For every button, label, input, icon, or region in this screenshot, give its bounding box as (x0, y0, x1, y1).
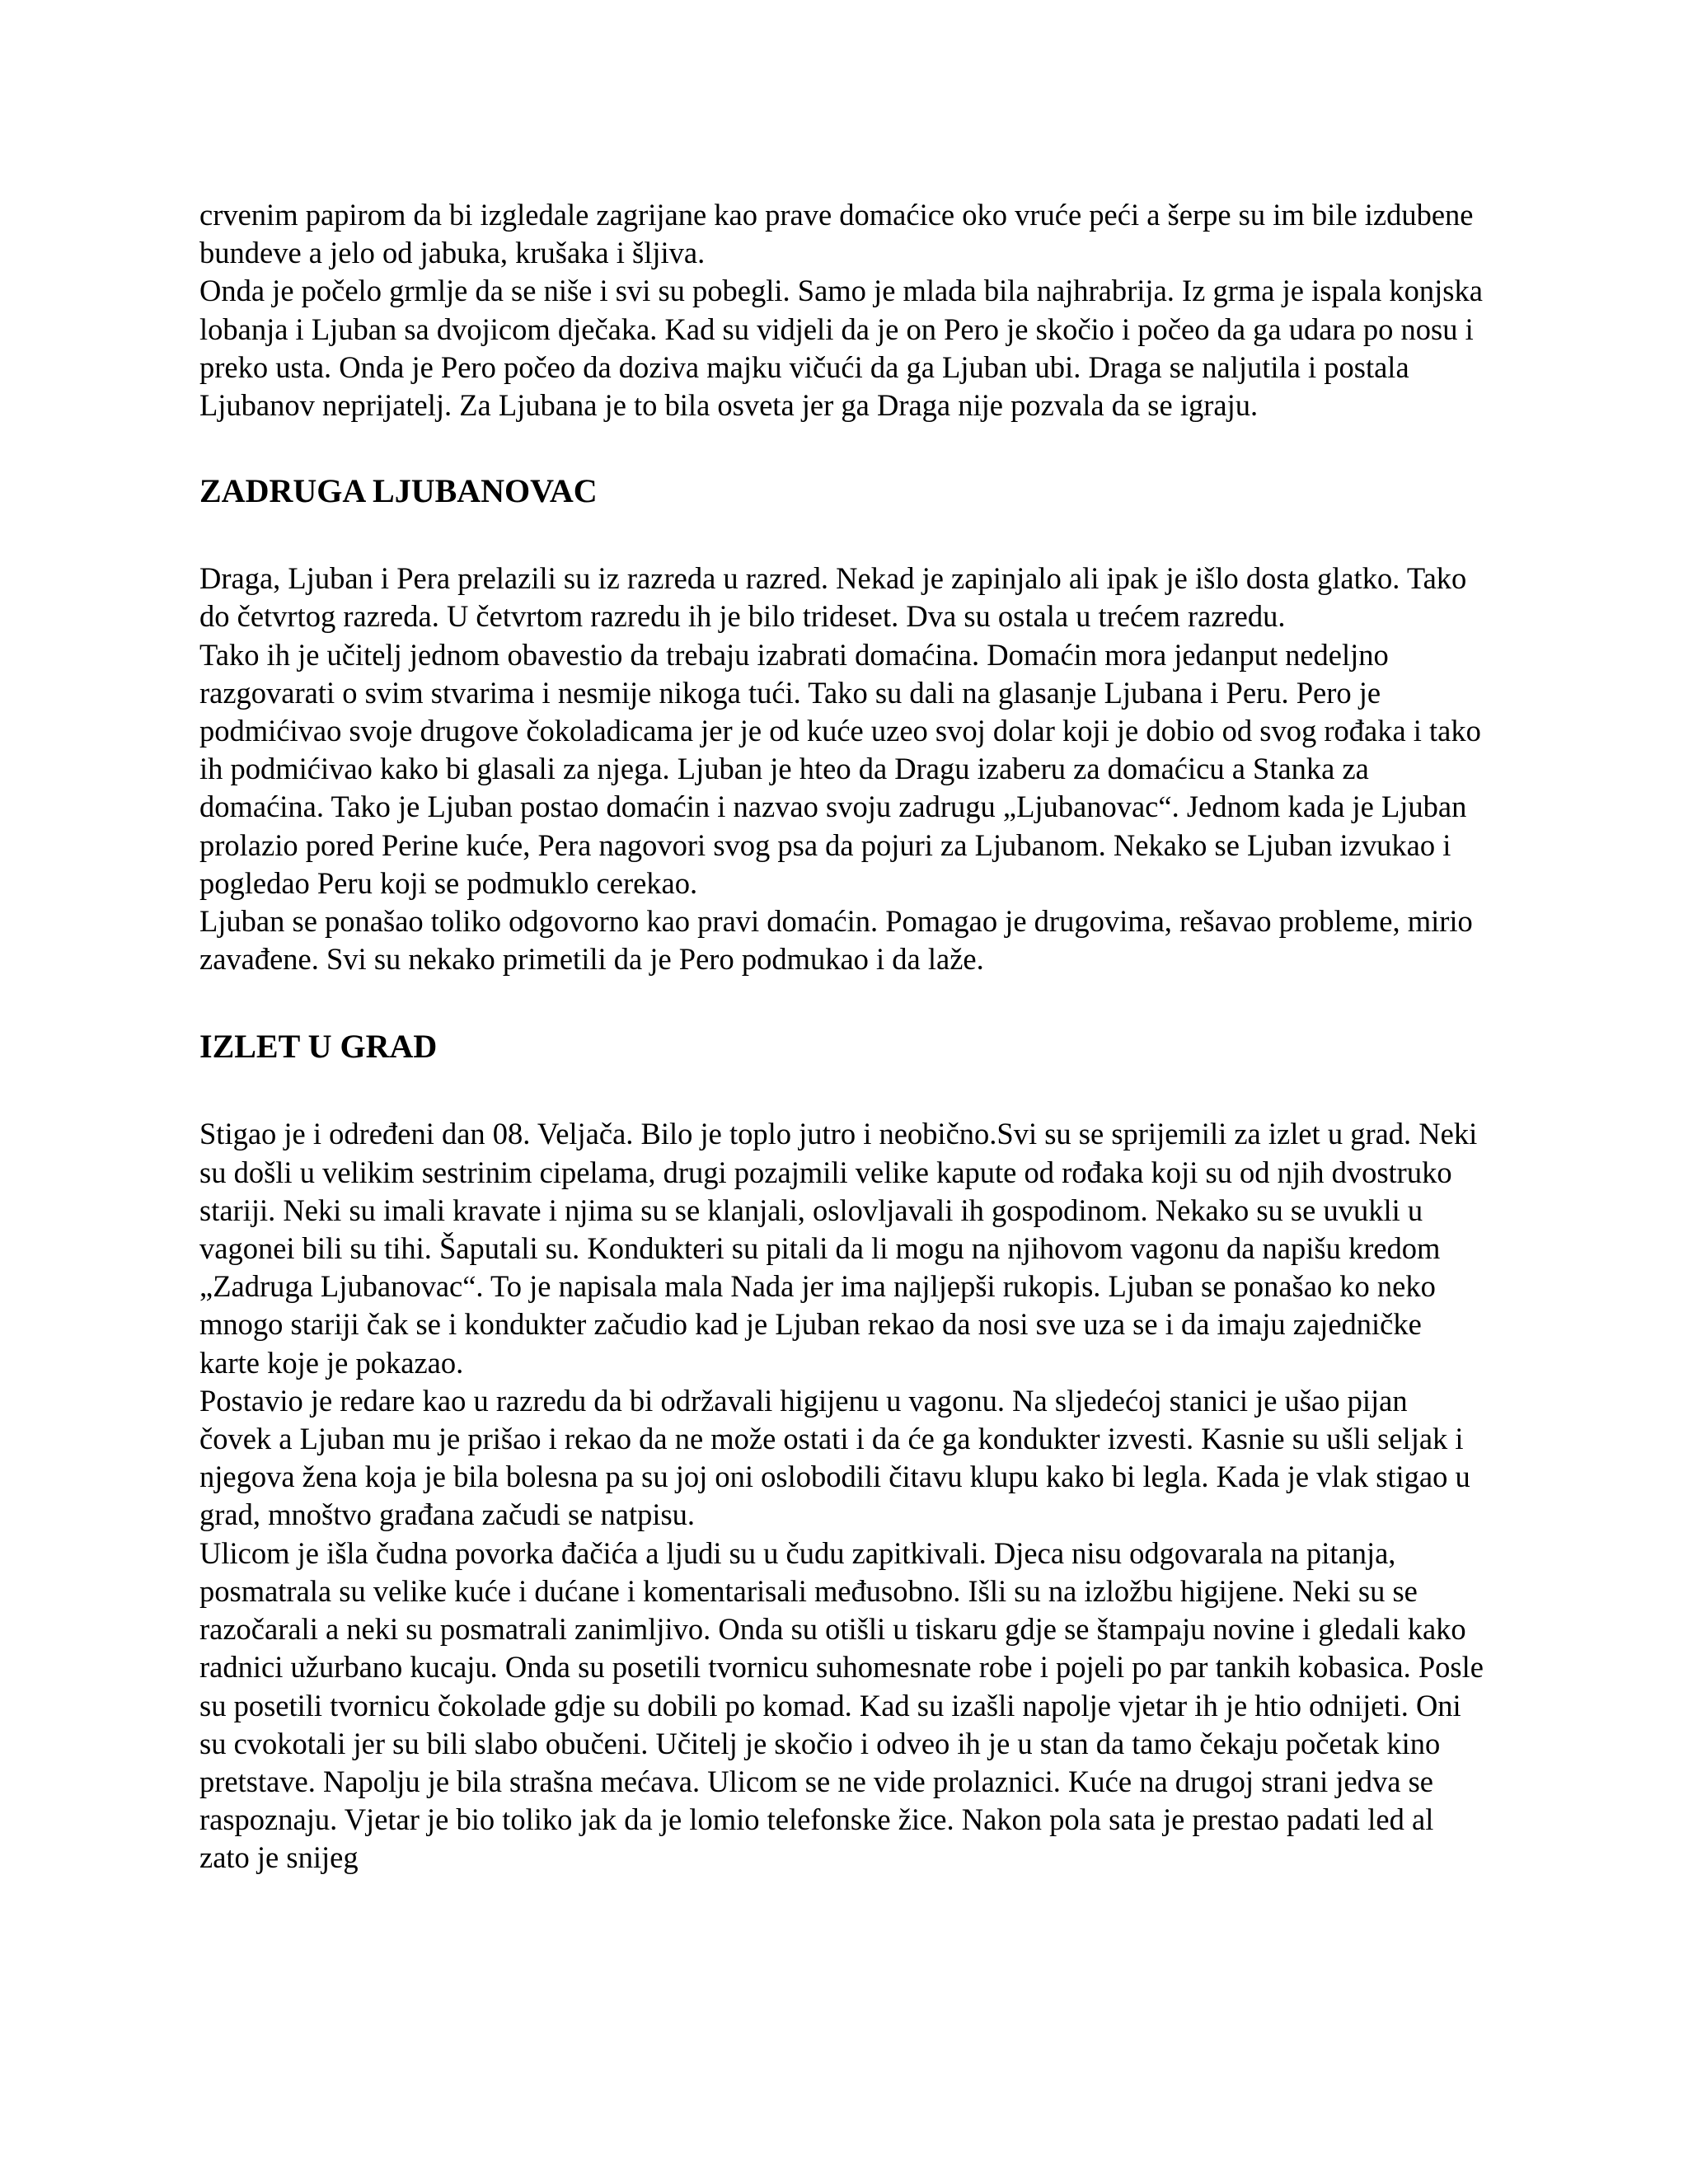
intro-paragraph-2: Onda je počelo grmlje da se niše i svi su pobegli. Samo je mlada bila najhrabrija. Iz grma je ispala konjska lobanja i Ljuban sa dvojicom dječaka. Kad su vidjeli da je on Pero je skočio i počeo da ga udara po nosu i preko usta. Onda je Pero počeo da doziva majku vičući da ga Ljuban ubi. Draga se naljutila i postala Ljubanov neprijatelj. Za Ljubana je to bila osveta jer ga Draga nije pozvala da se igraju. (199, 274, 1483, 423)
document-page (199, 196, 1485, 1877)
section2-paragraph-1: Stigao je i određeni dan 08. Veljača. Bilo je toplo jutro i neobično.Svi su se sprijemili za izlet u grad. Neki su došli u velikim sestrinim cipelama, drugi pozajmili velike kapute od rođaka koji su od njih dvostruko stariji. Neki su imali kravate i njima su se klanjali, oslovljavali ih gospodinom. Nekako su se uvukli u vagonei bili su tihi. Šaputali su. Kondukteri su pitali da li mogu na njihovom vagonu da napišu kredom „Zadruga Ljubanovac“. To je napisala mala Nada jer ima najljepši rukopis. Ljuban se ponašao ko neko mnogo stariji čak se i kondukter začudio kad je Ljuban rekao da nosi sve uza se i da imaju zajedničke karte koje je pokazao. (199, 1117, 1478, 1380)
section1-paragraph-2: Tako ih je učitelj jednom obavestio da trebaju izabrati domaćina. Domaćin mora jedanput nedeljno razgovarati o svim stvarima i nesmije nikoga tući. Tako su dali na glasanje Ljubana i Peru. Pero je podmićivao svoje drugove čokoladicama jer je od kuće uzeo svoj dolar koji je dobio od svog rođaka i tako ih podmićivao kako bi glasali za njega. Ljuban je hteo da Dragu izaberu za domaćicu a Stanka za domaćina. Tako je Ljuban postao domaćin i nazvao svoju zadrugu „Ljubanovac“. Jednom kada je Ljuban prolazio pored Perine kuće, Pera nagovori svog psa da pojuri za Ljubanom. Nekako se Ljuban izvukao i pogledao Peru koji se podmuklo cerekao. (199, 637, 1481, 900)
section1-paragraph-1: Draga, Ljuban i Pera prelazili su iz razreda u razred. Nekad je zapinjalo ali ipak je išlo dosta glatko. Tako do četvrtog razreda. U četvrtom razredu ih je bilo trideset. Dva su ostala u trećem razredu. (199, 561, 1467, 634)
section2-paragraph-3: Ulicom je išla čudna povorka đačića a ljudi su u čudu zapitkivali. Djeca nisu odgovarala na pitanja, posmatrala su velike kuće i dućane i komentarisali međusobno. Išli su na izložbu higijene. Neki su se razočarali a neki su posmatrali zanimljivo. Onda su otišli u tiskaru gdje se štampaju novine i gledali kako radnici užurbano kucaju. Onda su posetili tvornicu suhomesnate robe i pojeli po par tankih kobasica. Posle su posetili tvornicu čokolade gdje su dobili po komad. Kad su izašli napolje vjetar ih je htio odnijeti. Oni su cvokotali jer su bili slabo obučeni. Učitelj je skočio i odveo ih je u stan da tamo čekaju početak kino pretstave. Napolju je bila strašna mećava. Ulicom se ne vide prolaznici. Kuće na drugoj strani jedva se raspoznaju. Vjetar je bio toliko jak da je lomio telefonske žice. Nakon pola sata je prestao padati led al zato je snijeg (199, 1535, 1484, 1875)
section2-paragraph-2: Postavio je redare kao u razredu da bi održavali higijenu u vagonu. Na sljedećoj stanici je ušao pijan čovek a Ljuban mu je prišao i rekao da ne može ostati i da će ga kondukter izvesti. Kasnie su ušli seljak i njegova žena koja je bila bolesna pa su joj oni oslobodili čitavu klupu kako bi legla. Kada je vlak stigao u grad, mnoštvo građana začudi se natpisu. (199, 1383, 1470, 1532)
section-heading-izlet: IZLET U GRAD (199, 1028, 438, 1066)
section-heading-zadruga: ZADRUGA LJUBANOVAC (199, 472, 598, 510)
intro-paragraph-1: crvenim papirom da bi izgledale zagrijane kao prave domaćice oko vruće peći a šerpe su im bile izdubene bundeve a jelo od jabuka, krušaka i šljiva. (199, 198, 1474, 270)
section1-paragraph-3: Ljuban se ponašao toliko odgovorno kao pravi domaćin. Pomagao je drugovima, rešavao probleme, mirio zavađene. Svi su nekako primetili da je Pero podmukao i da laže. (199, 904, 1473, 977)
